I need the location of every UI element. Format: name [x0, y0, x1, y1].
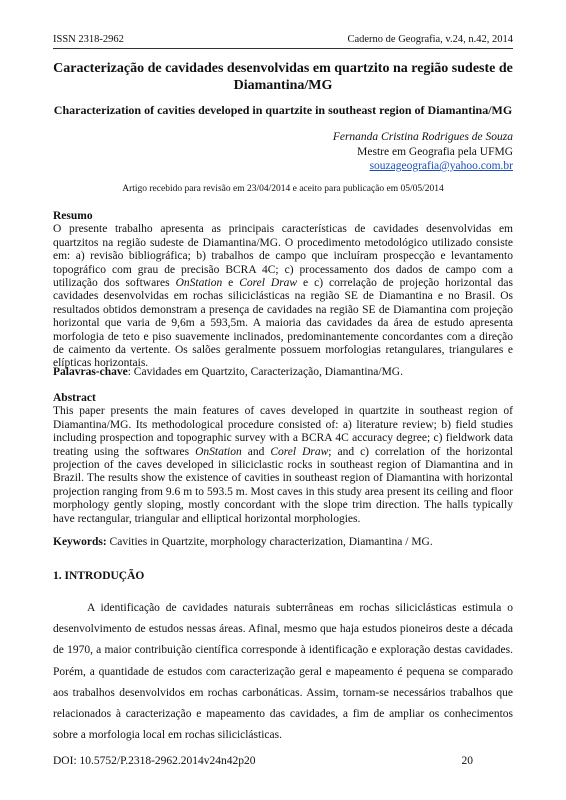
abstract-section: [53, 392, 513, 526]
abstract-heading: Abstract: [53, 392, 96, 404]
journal-citation: Caderno de Geografia, v.24, n.42, 2014: [347, 34, 513, 45]
issn: ISSN 2318-2962: [53, 34, 124, 45]
intro-paragraph: A identificação de cavidades naturais subterrâneas em rochas siliciclásticas estimula o desenvolvimento de estudos nessas áreas. Afinal, mesmo que haja estudos pioneiros deste a década de 1970, a maior contribuição científica corresponde à identificação e exploração destas cavidades. Porém, a quantidade de estudos com caracterização geral e mapeamento é pequena se comparado aos trabalhos desenvolvidos em rochas carbonáticas. Assim, tornam-se necessários trabalhos que relacionados à caracterização e mapeamento das cavidades, a fim de ampliar os conhecimentos sobre a morfologia local em rochas siliciclásticas.: [53, 602, 513, 742]
author-name: Fernanda Cristina Rodrigues de Souza: [332, 131, 513, 143]
author-affiliation: Mestre em Geografia pela UFMG: [357, 145, 513, 158]
doi: DOI: 10.5752/P.2318-2962.2014v24n42p20: [53, 755, 256, 767]
running-header: [53, 34, 513, 49]
abstract-text: This paper presents the main features of caves developed in quartzite in southeast region of Diamantina/MG. Its methodological procedure consisted of: a) literature review; b) field studies including prospection and topographic survey with a BCRA 4C accuracy degree; c) fieldwork data treating using the softwares OnStation and Corel Draw; and c) correlation of the horizontal projection of the caves developed in siliciclastic rocks in southeast region of Diamantina and in Brazil. The results show the existence of cavities in southeast region of Diamantina with horizontal projection ranging from 9.6 m to 593.5 m. Most caves in this study area present its ceiling and floor morphology gently sloping, mostly concordant with the slope trim direction. The halls typically have rectangular, triangular and elliptical horizontal morphologies.: [53, 405, 513, 525]
received-note: Artigo recebido para revisão em 23/04/2014 e aceito para publicação em 05/05/2014: [122, 184, 444, 194]
intro-heading: 1. INTRODUÇÃO: [53, 570, 145, 582]
resumo-heading: Resumo: [53, 210, 93, 222]
palavras-chave: Palavras-chave: Cavidades em Quartzito, Caracterização, Diamantina/MG.: [53, 366, 403, 378]
keywords: Keywords: Cavities in Quartzite, morphology characterization, Diamantina / MG.: [53, 536, 433, 548]
author-email-link[interactable]: souzageografia@yahoo.com.br: [369, 160, 513, 172]
author-block: [333, 130, 513, 174]
english-title: Characterization of cavities developed in quartzite in southeast region of Diamantina/MG: [53, 103, 513, 117]
resumo-section: [53, 210, 513, 371]
resumo-text: O presente trabalho apresenta as principais características de cavidades desenvolvidas em quartzitos na região sudeste de Diamantina/MG. O procedimento metodológico utilizado consiste em: a) revisão bibliográfica; b) trabalhos de campo que incluíram prospecção e levantamento topográfico com grau de precisão BCRA 4C; c) processamento dos dados de campo com a utilização dos softwares OnStation e Corel Draw e c) correlação de projeção horizontal das cavidades desenvolvidas em rochas siliciclásticas na região SE de Diamantina e no Brasil. Os resultados obtidos demonstram a presença de cavidades na região SE de Diamantina com projeção horizontal que varia de 9,6m a 593,5m. A maioria das cavidades da área de estudo apresenta morfologia de teto e piso suavemente inclinados, predominantemente concordantes com a direção de caimento da vertente. Os salões geralmente possuem morfologias retangulares, triangulares e elípticas horizontais.: [53, 223, 513, 370]
paper-title: Caracterização de cavidades desenvolvidas em quartzito na região sudeste de Diamantina/MG: [53, 61, 513, 93]
page-number: 20: [461, 755, 473, 767]
